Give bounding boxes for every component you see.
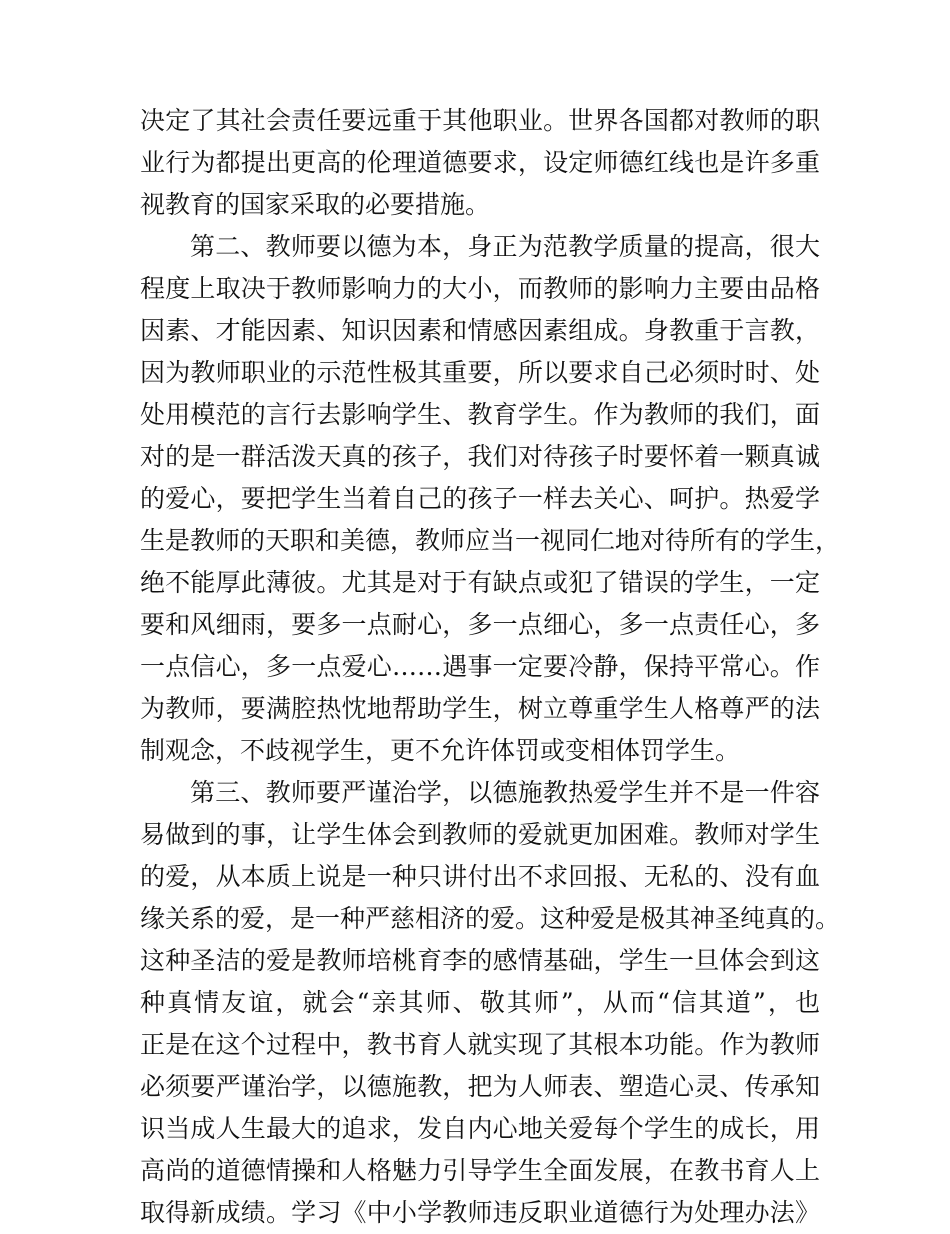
text-line: 要和风细雨，要多一点耐心，多一点细心，多一点责任心，多	[140, 610, 820, 639]
text-line: 处用模范的言行去影响学生、教育学生。作为教师的我们，面	[140, 400, 820, 429]
text-line: 高尚的道德情操和人格魅力引导学生全面发展，在教书育人上	[140, 1156, 820, 1185]
text-line: 一点信心，多一点爱心……遇事一定要冷静，保持平常心。作	[140, 652, 820, 681]
text-line: 绝不能厚此薄彼。尤其是对于有缺点或犯了错误的学生，一定	[140, 568, 820, 597]
text-line: 决定了其社会责任要远重于其他职业。世界各国都对教师的职	[140, 106, 820, 135]
text-line: 程度上取决于教师影响力的大小，而教师的影响力主要由品格	[140, 274, 820, 303]
text-line: 这种圣洁的爱是教师培桃育李的感情基础，学生一旦体会到这	[140, 946, 820, 975]
text-line: 的爱，从本质上说是一种只讲付出不求回报、无私的、没有血	[140, 862, 820, 891]
text-line: 因为教师职业的示范性极其重要，所以要求自己必须时时、处	[140, 358, 820, 387]
paragraph-start-line: 第二、教师要以德为本，身正为范教学质量的提高，很大	[190, 232, 820, 261]
text-line: 为教师，要满腔热忱地帮助学生，树立尊重学生人格尊严的法	[140, 694, 820, 723]
text-line: 正是在这个过程中，教书育人就实现了其根本功能。作为教师	[140, 1030, 820, 1059]
text-line: 因素、才能因素、知识因素和情感因素组成。身教重于言教，	[140, 316, 820, 345]
text-line: 识当成人生最大的追求，发自内心地关爱每个学生的成长，用	[140, 1114, 820, 1143]
text-line: 业行为都提出更高的伦理道德要求，设定师德红线也是许多重	[140, 148, 820, 177]
text-line: 取得新成绩。学习《中小学教师违反职业道德行为处理办法》	[140, 1198, 820, 1227]
text-line: 视教育的国家采取的必要措施。	[140, 190, 491, 219]
text-line: 制观念，不歧视学生，更不允许体罚或变相体罚学生。	[140, 736, 741, 765]
text-line: 必须要严谨治学，以德施教，把为人师表、塑造心灵、传承知	[140, 1072, 820, 1101]
text-line: 种真情友谊，就会“亲其师、敬其师”，从而“信其道”，也	[140, 988, 820, 1017]
text-line: 生是教师的天职和美德，教师应当一视同仁地对待所有的学生，	[140, 526, 841, 555]
text-line: 易做到的事，让学生体会到教师的爱就更加困难。教师对学生	[140, 820, 820, 849]
body-text	[140, 100, 841, 1234]
text-line: 的爱心，要把学生当着自己的孩子一样去关心、呵护。热爱学	[140, 484, 820, 513]
paragraph-start-line: 第三、教师要严谨治学，以德施教热爱学生并不是一件容	[190, 778, 820, 807]
text-line: 缘关系的爱，是一种严慈相济的爱。这种爱是极其神圣纯真的。	[140, 904, 841, 933]
text-line: 对的是一群活泼天真的孩子，我们对待孩子时要怀着一颗真诚	[140, 442, 820, 471]
